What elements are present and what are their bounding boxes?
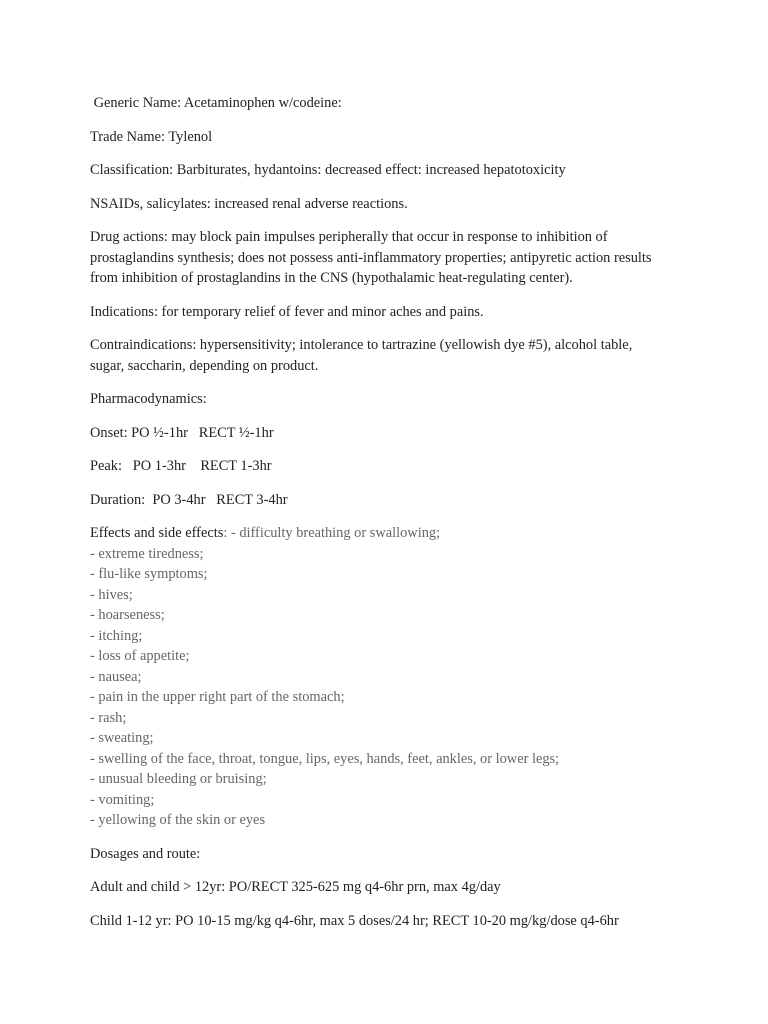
effect-item: - rash; <box>90 709 127 726</box>
pharmacodynamics-heading: Pharmacodynamics: <box>90 391 207 407</box>
onset: Onset: PO ½-1hr RECT ½-1hr <box>90 424 274 441</box>
effect-item: - extreme tiredness; <box>90 545 204 562</box>
classification: Classification: Barbiturates, hydantoins: decreased effect: increased hepatotoxicity <box>90 162 566 178</box>
effect-item: - pain in the upper right part of the stomach; <box>90 689 345 705</box>
effect-item: - sweating; <box>90 730 154 746</box>
document-page <box>90 93 670 944</box>
effect-item: - nausea; <box>90 668 142 685</box>
effect-item: - vomiting; <box>90 791 155 808</box>
duration: Duration: PO 3-4hr RECT 3-4hr <box>90 491 288 508</box>
effect-item: - yellowing of the skin or eyes <box>90 812 266 828</box>
generic-name: Generic Name: Acetaminophen w/codeine: <box>90 95 342 111</box>
effects-label: Effects and side effects <box>90 525 224 541</box>
indications: Indications: for temporary relief of fever and minor aches and pains. <box>90 303 484 320</box>
contraindications: Contraindications: hypersensitivity; intolerance to tartrazine (yellowish dye #5), alcohol table, sugar, saccharin, depending on product. <box>90 337 633 374</box>
drug-actions: Drug actions: may block pain impulses peripherally that occur in response to inhibition of prostaglandins synthesis; does not possess anti-inflammatory properties; antipyretic action results from inhibition of prostaglandins in the CNS (hypothalamic heat-regulating center). <box>90 229 652 286</box>
effects-heading <box>90 523 670 544</box>
child-dose: Child 1-12 yr: PO 10-15 mg/kg q4-6hr, max 5 doses/24 hr; RECT 10-20 mg/kg/dose q4-6hr <box>90 912 619 929</box>
effect-item: - unusual bleeding or bruising; <box>90 771 267 787</box>
effects-list <box>90 544 670 831</box>
peak: Peak: PO 1-3hr RECT 1-3hr <box>90 458 272 474</box>
effects-first-item: : - difficulty breathing or swallowing; <box>223 525 441 541</box>
adult-dose: Adult and child > 12yr: PO/RECT 325-625 mg q4-6hr prn, max 4g/day <box>90 879 501 895</box>
effect-item: - itching; <box>90 627 143 644</box>
nsaids-interaction: NSAIDs, salicylates: increased renal adverse reactions. <box>90 195 408 212</box>
effect-item: - flu-like symptoms; <box>90 566 208 582</box>
effect-item: - hives; <box>90 586 133 603</box>
effect-item: - loss of appetite; <box>90 648 190 664</box>
effect-item: - hoarseness; <box>90 607 165 623</box>
dosages-route-heading: Dosages and route: <box>90 845 201 862</box>
trade-name: Trade Name: Tylenol <box>90 128 213 145</box>
effect-item: - swelling of the face, throat, tongue, lips, eyes, hands, feet, ankles, or lower legs; <box>90 750 560 767</box>
